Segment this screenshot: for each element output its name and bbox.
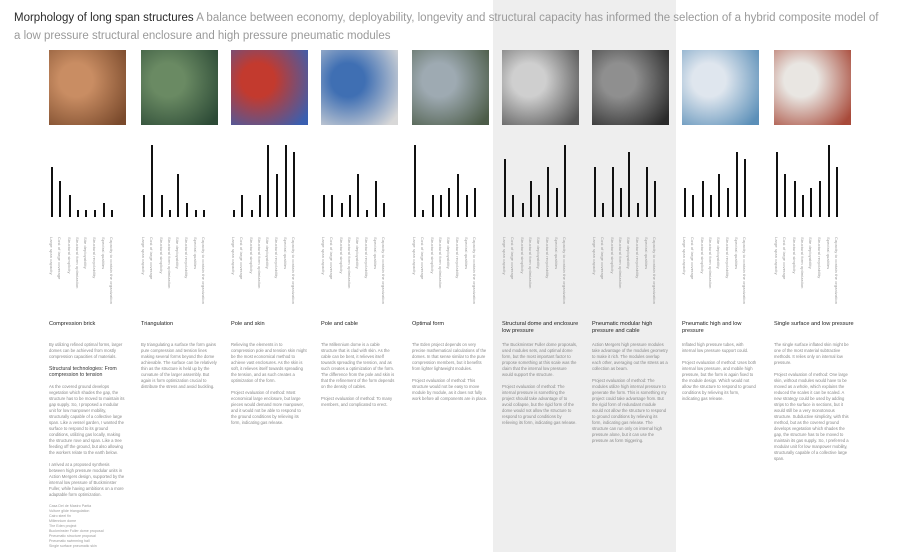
criteria-bar [684,188,686,217]
structure-title: Pole and skin [231,321,265,327]
criteria-bar [564,145,566,217]
criteria-bar [538,195,540,217]
criteria-bar [251,210,253,217]
structure-description [774,342,850,468]
criteria-label-text: Site deployability [175,237,180,269]
criteria-bar [702,181,704,217]
criteria-label-text: Structural form optimization [800,237,805,289]
criteria-label-text: Structural simplicity [520,237,525,274]
criteria-bar [828,145,830,217]
criteria-bar [504,159,506,217]
criteria-bar [195,210,197,217]
criteria-label-text: Structural recyclability [455,237,460,279]
criteria-label-text: Capacity to contain the organization [381,237,386,305]
criteria-bar [637,203,639,217]
criteria-label-text: Capacity to contain the organization [201,237,206,305]
image-credit: Pneumatic structure proposal [49,534,96,538]
description-paragraph: Project evaluation of method: Uses both internal low pressure, and mobile high pressure, but the form is again fixed to the module design. Which would not allow the structure to respond to ground conditions by relieving its form, indicating gas release. [682,360,757,401]
criteria-label-text: Capacity to contain the organization [472,237,477,305]
criteria-bar [233,210,235,217]
criteria-bar-chart [321,150,398,320]
criteria-label-text: Structural simplicity [339,237,344,274]
structure-description [141,342,217,396]
criteria-label-text: Cost of large coverage [57,237,62,280]
criteria-bar [432,195,434,217]
criteria-label-text: Spectral qualities [373,237,378,270]
criteria-label-text: Site deployability [355,237,360,269]
description-paragraph: Inflated high pressure tubes, with internal low pressure support could. [682,342,749,353]
criteria-label-text: Spectral qualities [193,237,198,270]
description-paragraph: Project evaluation of method: The internal pressure is something the project should take advantage of to avoid collapse, but the rigid form of the dome would not allow the structure to respond to ground conditions by relieving its form, indicating gas release. [502,384,577,425]
criteria-bar [466,195,468,217]
criteria-bar [414,145,416,217]
criteria-label-text: Structural form optimization [257,237,262,289]
criteria-label-text: Capacity to contain the organization [742,237,747,305]
structure-column [412,50,489,401]
criteria-label-text: Large span capacity [774,237,779,275]
structure-title: Single surface and low pressure [774,321,854,327]
criteria-bar [802,195,804,217]
structure-description [321,342,397,414]
criteria-label-text: Structural simplicity [249,237,254,274]
criteria-label-text: Structural form optimization [708,237,713,289]
structure-title: Triangulation [141,321,174,327]
criteria-label-text: Site deployability [446,237,451,269]
criteria-label-text: Capacity to contain the organization [562,237,567,305]
criteria-bar [710,195,712,217]
description-paragraph: Action Mergers high pressure modules take advantage of the modules geometry to make it rich. The modules overlap each other, averaging out the stress as a collection as beam. [592,342,668,371]
description-paragraph: By triangulating a surface the form gains pure compression and tension lines making several forms beyond the dome achievable. The surface can be relatively thin as the structure is held up by the curvature of the larger assembly. But again is form optimization crucial to distribute the stress and avoid buckling. [141,342,217,389]
criteria-bar [151,145,153,217]
criteria-label-text: Site deployability [626,237,631,269]
structure-title: Pneumatic modular high pressure and cable [592,321,653,334]
criteria-label-text: Structural form optimization [75,237,80,289]
criteria-bar [186,203,188,217]
criteria-label-text: Site deployability [83,237,88,269]
description-paragraph: I arrived at a proposed synthesis between high pressure modular units in Action Mergers design, supported by the internal low pressure of Buckminster Fuller, while having ambitions on a more adaptable form optimization. [49,462,125,497]
image-credit: Buckminster Fuller dome proposal [49,529,104,533]
criteria-bar [111,210,113,217]
structure-photo [682,50,759,125]
criteria-label-text: Spectral qualities [734,237,739,270]
criteria-label-text: Structural recyclability [817,237,822,279]
description-paragraph: The single surface inflated skin might be one of the most material subtractive methods. It relies only on internal low pressure. [774,342,849,365]
page-title-block [14,9,884,45]
criteria-label-text: Structural simplicity [610,237,615,274]
description-paragraph: Project evaluation of method: To many members, and complicated to erect. [321,396,393,407]
criteria-label-text: Large span capacity [412,237,417,275]
criteria-label-text: Site deployability [808,237,813,269]
criteria-bar-chart [141,150,218,320]
criteria-bar [819,181,821,217]
image-credit: Pneumatic swimming hall [49,539,90,543]
description-paragraph: By utilizing refined optimal forms, larger domes can be achieved from mostly compression capacities of materials. [49,342,123,359]
structure-photo [592,50,669,125]
structure-photo [774,50,851,125]
criteria-bar [784,174,786,217]
criteria-bar [646,167,648,217]
image-credits-list [49,504,125,549]
criteria-label-text: Site deployability [536,237,541,269]
criteria-label-text: Structural recyclability [274,237,279,279]
criteria-bar [259,195,261,217]
criteria-label-text: Capacity to contain the organization [291,237,296,305]
structure-photo [141,50,218,125]
criteria-bar [77,210,79,217]
criteria-label-text: Structural form optimization [347,237,352,289]
criteria-label-text: Cost of large coverage [239,237,244,280]
criteria-bar [357,174,359,217]
description-paragraph: The Buckminster Fuller dome proposals, used modules sets, and optimal dome form, but the most important factor to propose something at this scale was the claim that the internal low pressure would support the structure. [502,342,578,377]
criteria-label-text: Site deployability [265,237,270,269]
criteria-bar [85,210,87,217]
criteria-label-text: Cost of large coverage [149,237,154,280]
criteria-label-text: Structural recyclability [364,237,369,279]
criteria-label-text: Structural simplicity [430,237,435,274]
criteria-bar [161,195,163,217]
criteria-bar [654,181,656,217]
criteria-label-text: Capacity to contain the organization [109,237,114,305]
criteria-label-text: Spectral qualities [464,237,469,270]
structure-photo [321,50,398,125]
criteria-bar [628,152,630,217]
criteria-label-text: Structural form optimization [167,237,172,289]
criteria-bar [836,167,838,217]
criteria-bar [375,181,377,217]
criteria-label-text: Structural simplicity [159,237,164,274]
criteria-label-text: Cost of large coverage [690,237,695,280]
criteria-label-text: Cost of large coverage [510,237,515,280]
structure-column [231,50,308,425]
criteria-bar [602,203,604,217]
structure-description [49,342,125,549]
structure-column [502,50,579,425]
criteria-bar-chart [592,150,669,320]
criteria-bar [169,210,171,217]
criteria-label-text: Large span capacity [682,237,687,275]
criteria-label-text: Structural recyclability [92,237,97,279]
criteria-label-text: Structural simplicity [700,237,705,274]
criteria-bar [440,195,442,217]
image-credit: The Eden project [49,524,77,528]
structure-description [231,342,307,432]
description-paragraph: Project evaluation of method: Most economical large enclosure, but large pieces would demand more manpower, and it would not be able to respond to the ground conditions by relieving its form, indicating gas release. [231,390,304,425]
structure-title: Compression brick [49,321,96,327]
criteria-bar [692,195,694,217]
criteria-label-text: Capacity to contain the organization [652,237,657,305]
criteria-bar-chart [231,150,308,320]
criteria-bar [69,195,71,217]
criteria-bar [810,188,812,217]
criteria-bar [323,195,325,217]
criteria-bar [474,188,476,217]
criteria-bar [547,167,549,217]
image-credit: Vulture glide triangulation [49,509,90,513]
criteria-bar [203,210,205,217]
criteria-bar [594,167,596,217]
structure-photo [412,50,489,125]
criteria-bar [341,203,343,217]
criteria-bar [612,167,614,217]
criteria-bar [736,152,738,217]
structure-description [682,342,758,408]
criteria-label-text: Spectral qualities [101,237,106,270]
criteria-label-text: Structural recyclability [635,237,640,279]
criteria-bar [267,145,269,217]
criteria-bar [241,195,243,217]
description-paragraph: Relieving the elements in to compression pole and tension skin might be the most economical method to achieve vast enclosures. As the skin is soft, it relieves itself towards spreading the tension, and as such creates a optimization of the form. [231,342,307,383]
criteria-label-text: Large span capacity [502,237,507,275]
structure-title: Optimal form [412,321,445,327]
page-title: Morphology of long span structures [14,12,194,24]
description-paragraph: Project evaluation of method: One large skin, without modules would have to be moved as a whole, which explains the reduced the scales it can be scaled. A new strategy could be used by adding strips to the surface in sections, but it would still be a very monotonous structure. Subductive simplicity, with this method, but as the covered ground develops vegetation which shades the gap, the structure has to be moved to maintain its gas supply. So, I preferred a modular unit for low manpower mobility, structurally capable of a collective large span. [774,372,849,461]
criteria-label-text: Large span capacity [141,237,146,275]
criteria-bar [512,195,514,217]
criteria-bar [727,188,729,217]
criteria-label-text: Site deployability [716,237,721,269]
criteria-bar [366,210,368,217]
criteria-bar-chart [774,150,851,320]
criteria-label-text: Structural recyclability [184,237,189,279]
description-paragraph: As the covered ground develops vegetation which shades the gap, the structure has to be moved to maintain its gap supply. So, I proposed a modular unit for low manpower mobility, structurally capable of a collective large span. Like a vessel garden, I wanted the surface to respond to its ground conditions, utilizing gas locally, making the structure rove and span. Like a tree feeding off the ground, but also allowing the workers relate to the earth below. [49,384,125,455]
structure-photo [231,50,308,125]
criteria-label-text: Large span capacity [231,237,236,275]
image-credit: Cairo steel fin [49,514,71,518]
description-paragraph: Structural technologies: From compression to tension [49,366,117,378]
criteria-bar [276,174,278,217]
structure-photo [502,50,579,125]
criteria-label-text: Spectral qualities [283,237,288,270]
criteria-bar [776,152,778,217]
structure-title: Pneumatic high and low pressure [682,321,742,334]
structure-column [321,50,398,407]
criteria-bar [103,203,105,217]
structure-title: Pole and cable [321,321,359,327]
criteria-label-text: Structural recyclability [725,237,730,279]
criteria-bar-chart [49,150,126,320]
structure-description [502,342,578,432]
structure-photo [49,50,126,125]
structure-description [592,342,668,450]
criteria-bar [331,195,333,217]
criteria-bar [448,188,450,217]
criteria-label-text: Structural recyclability [545,237,550,279]
criteria-label-text: Structural form optimization [438,237,443,289]
criteria-bar [457,174,459,217]
criteria-label-text: Large span capacity [321,237,326,275]
criteria-label-text: Large span capacity [592,237,597,275]
criteria-bar [522,203,524,217]
criteria-bar [620,188,622,217]
criteria-label-text: Cost of large coverage [782,237,787,280]
criteria-label-text: Cost of large coverage [329,237,334,280]
structure-column [592,50,669,443]
description-paragraph: The Eden project depends on very precise mathematical calculations of the domes. In that sense similar to the pure compression members, but it benefits from lighter lightweight modules. [412,342,487,371]
criteria-bar [349,195,351,217]
criteria-bar [177,174,179,217]
criteria-label-text: Structural form optimization [618,237,623,289]
criteria-bar [744,159,746,217]
criteria-label-text: Spectral qualities [644,237,649,270]
criteria-label-text: Spectral qualities [826,237,831,270]
criteria-bar [59,181,61,217]
criteria-bar [383,203,385,217]
description-paragraph: The Millennium dome is a cable structure that is clad with skin. As the cable can be bent, it relieves itself towards spreading the tension, and as such creates a optimization of the form. The difference from the pole and skin is that the refinement of the form depends on the density of cables. [321,342,395,389]
criteria-bar [94,210,96,217]
structure-column [682,50,759,401]
criteria-label-text: Cost of large coverage [600,237,605,280]
criteria-label-text: Cost of large coverage [420,237,425,280]
criteria-bar [293,152,295,217]
description-paragraph: Project evaluation of method: This structure would not be easy to move module by module, as it does not fully work before all components are in place. [412,378,488,401]
criteria-bar [530,181,532,217]
criteria-bar [794,181,796,217]
criteria-bar [422,210,424,217]
structure-title: Structural dome and enclosure low pressure [502,321,579,334]
image-credit: Millennium dome [49,519,77,523]
image-credit: Single surface pneumatic skin [49,544,97,548]
criteria-bar-chart [502,150,579,320]
criteria-bar [285,145,287,217]
criteria-label-text: Large span capacity [49,237,54,275]
description-paragraph: Project evaluation of method: The modules utilize high internal pressure to generate the form. This is something my project could take advantage from. But the rigid form of redundant module would not allow the structure to respond to ground conditions by relieving its form, indicating gas release. The structure can run only on internal high pressure alone, but it can use the pressure as form triggering. [592,378,667,443]
criteria-label-text: Structural simplicity [792,237,797,274]
image-credit: Casa Dei de Mastro Partia [49,504,92,508]
criteria-label-text: Structural simplicity [67,237,72,274]
criteria-bar [556,188,558,217]
criteria-bar [143,195,145,217]
criteria-bar-chart [412,150,489,320]
structure-column [49,50,126,548]
structure-column [774,50,854,461]
criteria-label-text: Spectral qualities [554,237,559,270]
structure-column [141,50,218,389]
structure-description [412,342,488,408]
criteria-label-text: Capacity to contain the organization [834,237,839,305]
criteria-bar-chart [682,150,759,320]
criteria-bar [51,167,53,217]
page-subtitle: A balance between economy, deployability, longevity and structural capacity has informed the selection of a hybrid composite model of a low pressure structural enclosure and high pressure pneumatic modules [14,12,879,42]
criteria-bar [718,174,720,217]
criteria-label-text: Structural form optimization [528,237,533,289]
